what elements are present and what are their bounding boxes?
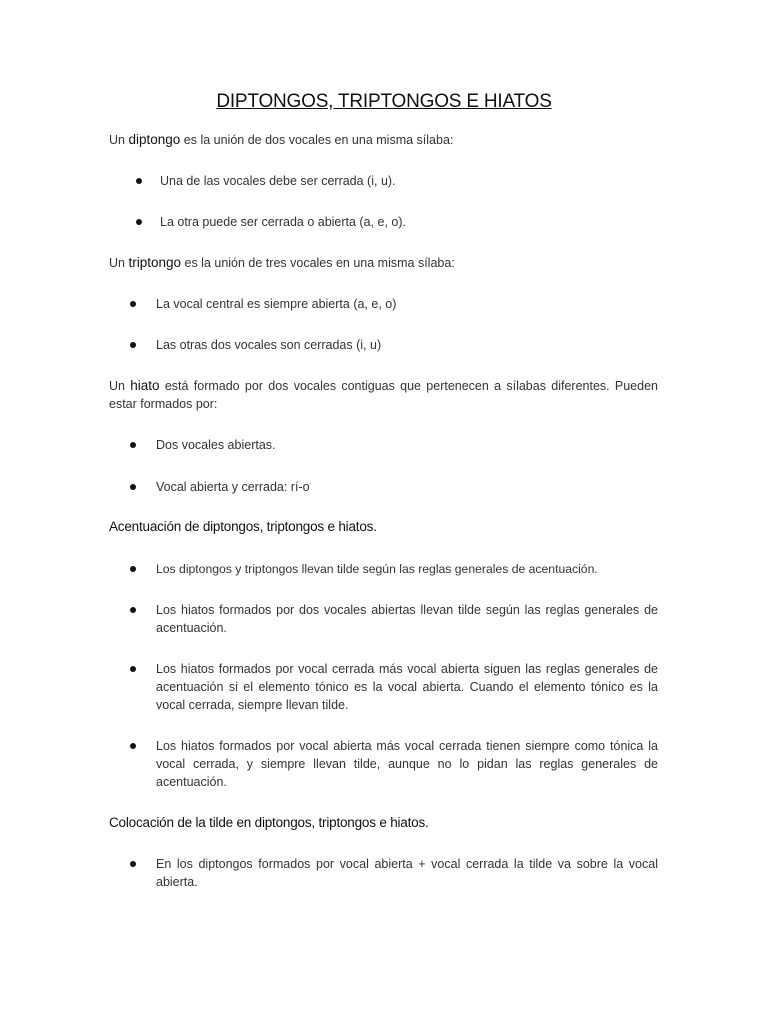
diptongo-prefix: Un: [109, 133, 125, 147]
section-heading-colocacion: Colocación de la tilde en diptongos, triptongos e hiatos.: [109, 815, 429, 830]
page-title: DIPTONGOS, TRIPTONGOS E HIATOS: [216, 91, 552, 112]
list-item-text: Dos vocales abiertas.: [156, 438, 276, 452]
bullet-icon: [130, 442, 136, 448]
list-item-text: Una de las vocales debe ser cerrada (i, u).: [160, 174, 396, 188]
list-item-text: Vocal abierta y cerrada: rí-o: [156, 480, 310, 494]
hiato-definition: [109, 377, 658, 413]
triptongo-prefix: Un: [109, 256, 125, 270]
list-item-text: La otra puede ser cerrada o abierta (a, e, o).: [160, 215, 406, 229]
bullet-icon: [130, 566, 136, 572]
bullet-icon: [130, 607, 136, 613]
list-item-text: En los diptongos formados por vocal abierta + vocal cerrada la tilde va sobre la vocal abierta.: [156, 857, 658, 889]
list-item-text: Los hiatos formados por vocal cerrada más vocal abierta siguen las reglas generales de acentuación si el elemento tónico es la vocal abierta. Cuando el elemento tónico es la vocal cerrada, siempre llevan tilde.: [156, 662, 658, 712]
list-item-text: Los hiatos formados por dos vocales abiertas llevan tilde según las reglas generales de acentuación.: [156, 603, 658, 635]
bullet-icon: [130, 666, 136, 672]
list-item-text: La vocal central es siempre abierta (a, e, o): [156, 297, 397, 311]
diptongo-definition: [109, 131, 658, 149]
bullet-icon: [136, 219, 142, 225]
hiato-prefix: Un: [109, 379, 125, 393]
bullet-icon: [136, 178, 142, 184]
bullet-icon: [130, 484, 136, 490]
bullet-icon: [130, 301, 136, 307]
list-item-text: Las otras dos vocales son cerradas (i, u): [156, 338, 382, 352]
bullet-icon: [130, 861, 136, 867]
hiato-keyword: hiato: [130, 378, 160, 393]
section-heading-acentuacion: Acentuación de diptongos, triptongos e hiatos.: [109, 519, 377, 534]
hiato-suffix: está formado por dos vocales contiguas que pertenecen a sílabas diferentes. Pueden estar formados por:: [109, 379, 658, 411]
diptongo-suffix: es la unión de dos vocales en una misma sílaba:: [183, 133, 454, 147]
triptongo-definition: [109, 254, 658, 272]
bullet-icon: [130, 342, 136, 348]
triptongo-keyword: triptongo: [128, 255, 182, 270]
diptongo-keyword: diptongo: [128, 132, 181, 147]
triptongo-suffix: es la unión de tres vocales en una misma sílaba:: [184, 256, 455, 270]
list-item-text: Los hiatos formados por vocal abierta más vocal cerrada tienen siempre como tónica la vocal cerrada, y siempre llevan tilde, aunque no lo pidan las reglas generales de acentuación.: [156, 739, 658, 789]
list-item-text: Los diptongos y triptongos llevan tilde según las reglas generales de acentuación.: [156, 562, 598, 576]
bullet-icon: [130, 743, 136, 749]
